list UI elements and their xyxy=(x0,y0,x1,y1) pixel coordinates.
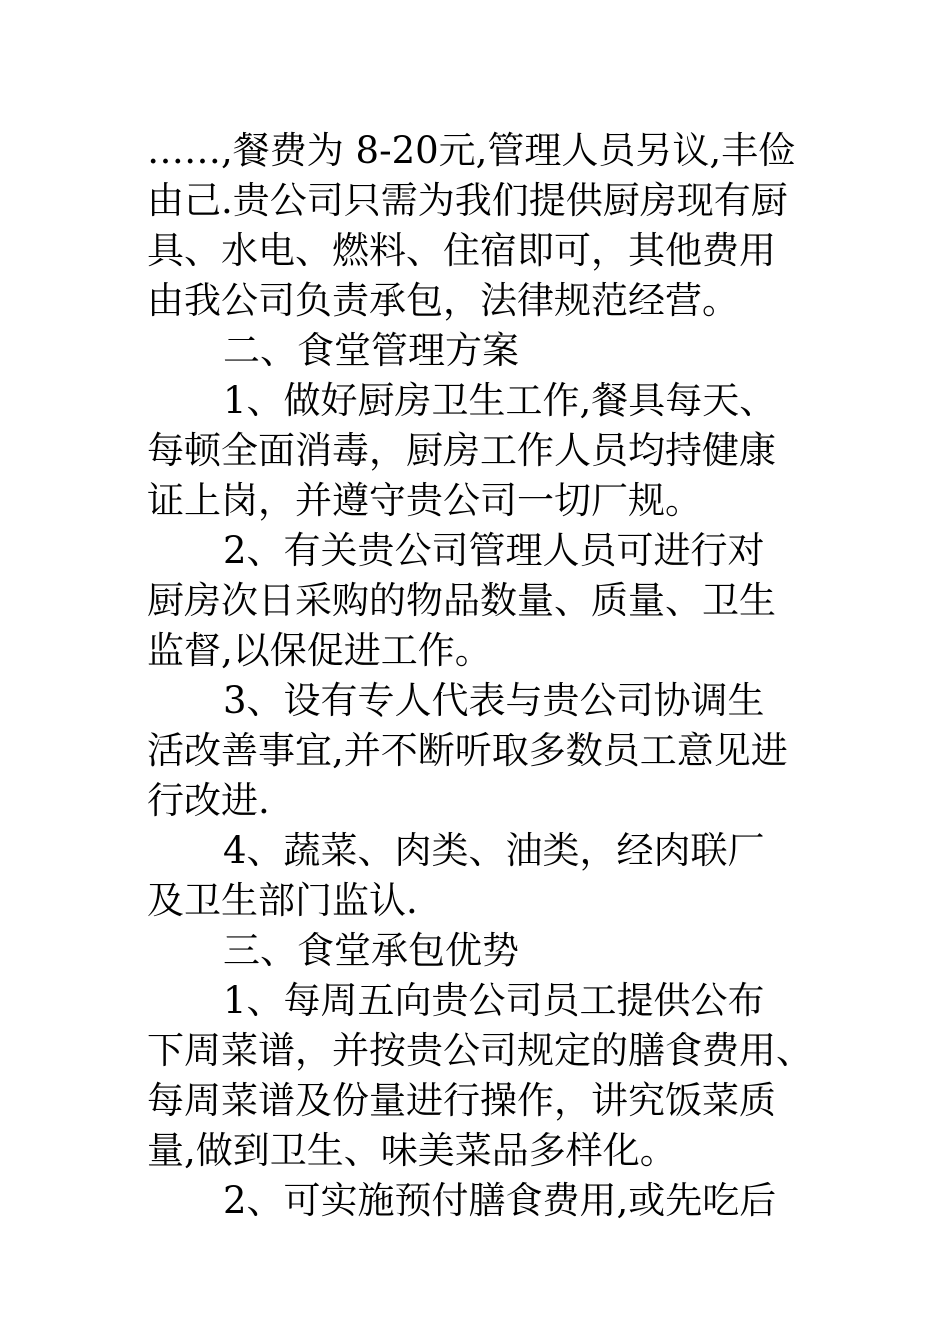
text-line: 每周菜谱及份量进行操作，讲究饭菜质 xyxy=(147,1079,776,1122)
text-line: 2、可实施预付膳食费用,或先吃后 xyxy=(223,1179,777,1222)
text-line: 1、做好厨房卫生工作,餐具每天、 xyxy=(223,379,777,422)
text-line: ……,餐费为 8-20元,管理人员另议,丰俭 xyxy=(147,129,796,172)
text-line: 由我公司负责承包，法律规范经营。 xyxy=(147,279,739,322)
text-line: 及卫生部门监认. xyxy=(147,879,418,922)
section-heading: 三、食堂承包优势 xyxy=(223,929,519,972)
text-line: 具、水电、燃料、住宿即可，其他费用 xyxy=(147,229,776,272)
text-line: 证上岗，并遵守贵公司一切厂规。 xyxy=(147,479,702,522)
text-line: 行改进. xyxy=(147,779,270,822)
section-heading: 二、食堂管理方案 xyxy=(223,329,519,372)
document-body xyxy=(147,126,837,1226)
text-line: 下周菜谱，并按贵公司规定的膳食费用、 xyxy=(147,1029,813,1072)
text-line: 1、每周五向贵公司员工提供公布 xyxy=(223,979,765,1022)
text-line: 2、有关贵公司管理人员可进行对 xyxy=(223,529,765,572)
text-line: 由己.贵公司只需为我们提供厨房现有厨 xyxy=(147,179,788,222)
text-line: 量,做到卫生、味美菜品多样化。 xyxy=(147,1129,677,1172)
text-line: 4、蔬菜、肉类、油类，经肉联厂 xyxy=(223,829,765,872)
text-line: 活改善事宜,并不断听取多数员工意见进 xyxy=(147,729,788,772)
text-line: 每顿全面消毒，厨房工作人员均持健康 xyxy=(147,429,776,472)
text-line: 厨房次日采购的物品数量、质量、卫生 xyxy=(147,579,776,622)
text-line: 监督,以保促进工作。 xyxy=(147,629,492,672)
text-line: 3、设有专人代表与贵公司协调生 xyxy=(223,679,765,722)
